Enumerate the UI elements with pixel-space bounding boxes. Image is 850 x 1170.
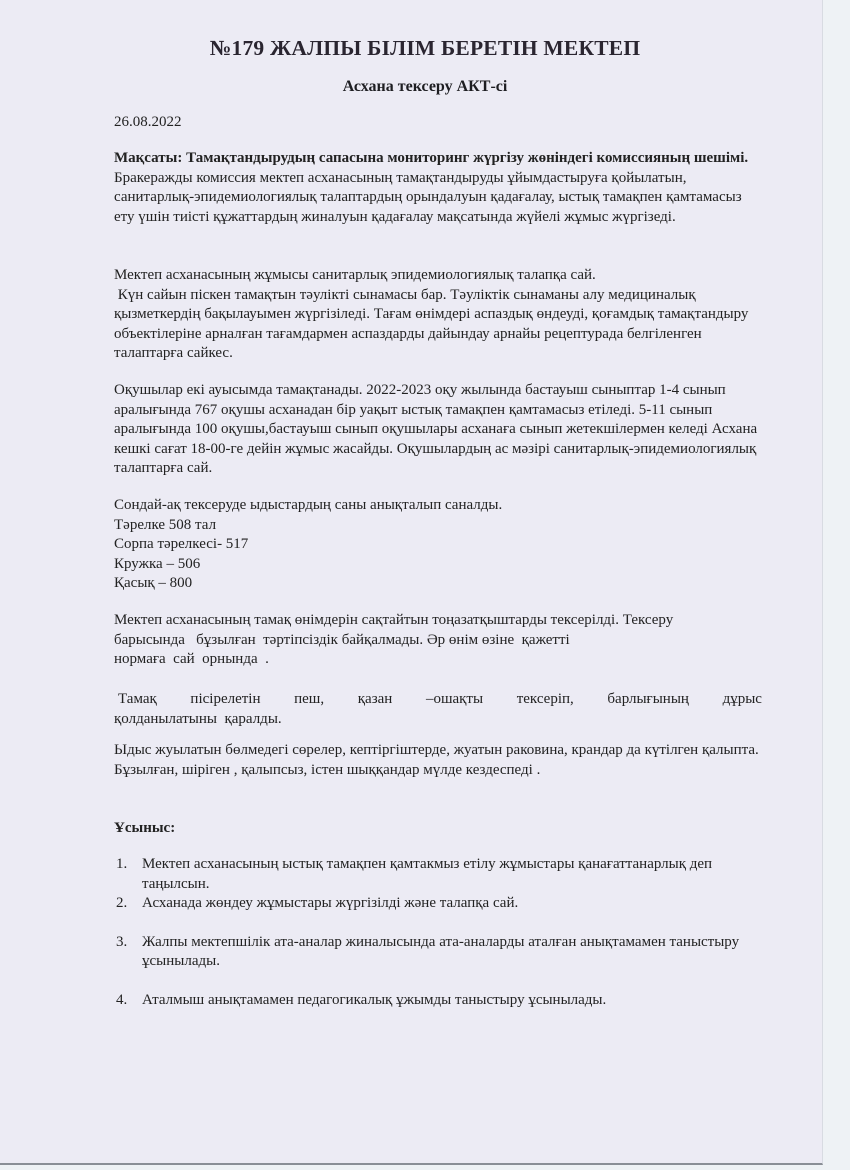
recommendations-heading: Ұсыныс: bbox=[114, 820, 176, 836]
sanitary-text: Күн сайын піскен тамақтын тәулікті сынамасы бар. Тәуліктік сынаманы алу медициналық қызметкердің бақылауымен жүргізіледі. Тағам өнімдері аспаздық өндеуді, қоғамдық тамақтандыру объектілеріне арналған тағамдармен аспаздарды дайындау арнайы рецептурада белгіленген талаптарға сайкес. bbox=[114, 286, 753, 361]
document-date: 26.08.2022 bbox=[114, 114, 182, 130]
stove-word: дұрыс bbox=[722, 691, 762, 707]
dish-item: Кружка – 506 bbox=[114, 555, 201, 572]
recommendation-item bbox=[116, 991, 766, 1011]
recommendation-item bbox=[116, 933, 766, 972]
fridge-line3: нормаға сай орнында . bbox=[114, 651, 269, 667]
recommendation-number: 3. bbox=[116, 933, 128, 950]
stove-word: тексеріп, bbox=[516, 691, 574, 707]
dish-item: Тәрелке 508 тал bbox=[114, 516, 217, 533]
dish-item: Қасық – 800 bbox=[114, 575, 193, 591]
sanitary-line1: Мектеп асханасының жұмысы санитарлық эпидемиологиялық талапқа сай. bbox=[114, 267, 596, 283]
washroom-paragraph: Ыдыс жуылатын бөлмедегі сөрелер, кептіргіштерде, жуатын раковина, крандар да күтілген қалыпта. Бұзылған, шіріген , қалыпсыз, істен шыққандар мүлде кездеспеді . bbox=[114, 742, 759, 778]
sanitary-paragraph bbox=[114, 266, 764, 364]
stove-line2: қолданылатыны қаралды. bbox=[114, 710, 282, 727]
stove-word: Тамақ bbox=[118, 691, 157, 707]
document-subtitle: Асхана тексеру АКТ-сі bbox=[342, 78, 508, 95]
dishes-list bbox=[114, 496, 764, 594]
recommendation-text: Мектеп асханасының ыстық тамақпен қамтакмыз етілу жұмыстары қанағаттанарлық деп таңылсын. bbox=[142, 856, 713, 892]
document-title: №179 ЖАЛПЫ БІЛІМ БЕРЕТІН МЕКТЕП bbox=[209, 36, 641, 60]
stove-word: қазан bbox=[357, 691, 393, 707]
recommendation-text: Аталмыш анықтамамен педагогикалық ұжымды таныстыру ұсынылады. bbox=[142, 991, 607, 1008]
stove-word: барлығының bbox=[607, 691, 689, 707]
purpose-lead: Мақсаты: Тамақтандырудың сапасына мониторинг жүргізу жөніндегі комиссияның шешімі. bbox=[114, 150, 749, 166]
recommendation-number: 2. bbox=[116, 895, 128, 911]
stove-word: пеш, bbox=[294, 691, 325, 707]
recommendation-number: 1. bbox=[116, 856, 128, 872]
fridge-line2: барысында бұзылған тәртіпсіздік байқалмады. Әр өнім өзіне қажетті bbox=[114, 631, 570, 648]
dish-item: Сорпа тәрелкесі- 517 bbox=[114, 536, 249, 552]
fridge-paragraph bbox=[114, 611, 764, 670]
recommendation-number: 4. bbox=[116, 991, 128, 1008]
stove-word: –ошақты bbox=[425, 691, 484, 707]
recommendation-text: Асханада жөндеу жұмыстары жүргізілді және талапқа сай. bbox=[142, 895, 519, 911]
stove-word: пісірелетін bbox=[190, 691, 261, 707]
stove-paragraph bbox=[114, 690, 764, 729]
stove-line1 bbox=[114, 690, 762, 710]
recommendations-list bbox=[116, 855, 766, 1010]
purpose-paragraph bbox=[114, 149, 764, 227]
students-paragraph: Оқушылар екі ауысымда тамақтанады. 2022-2023 оқу жылында бастауыш сыныптар 1-4 сынып аралығында 767 оқушы асханадан бір уақыт ыстық тамақпен қамтамасыз етіледі. 5-11 сынып аралығында 100 оқушы,бастауыш сынып оқушылары асханаға сынып жетекшілермен келеді Асхана кешкі сағат 18-00-ге дейін жұмыс жасайды. Оқушылардың ас мәзірі санитарлық-эпидемиологиялық талаптарға сай. bbox=[114, 382, 758, 476]
dishes-intro: Сондай-ақ тексеруде ыдыстардың саны анықталып саналды. bbox=[114, 497, 503, 513]
recommendation-item bbox=[116, 855, 766, 894]
recommendation-item bbox=[116, 894, 766, 914]
purpose-text: Бракеражды комиссия мектеп асханасының тамақтандыруды ұйымдастыруға қойылатын, санитарлық-эпидемиологиялық талаптардың орындалуын қадағалау, ыстық тамақпен қамтамасыз ету үшін тиісті құжаттардың жиналуын қадағалау мақсатында жүйелі жұмыс жүргізеді. bbox=[114, 169, 742, 225]
recommendation-text: Жалпы мектепшілік ата-аналар жиналысында ата-аналарды аталған анықтамамен таныстыру ұсынылады. bbox=[142, 933, 740, 969]
fridge-line1: Мектеп асханасының тамақ өнімдерін сақтайтын тоңазатқыштарды тексерілді. Тексеру bbox=[114, 612, 674, 628]
